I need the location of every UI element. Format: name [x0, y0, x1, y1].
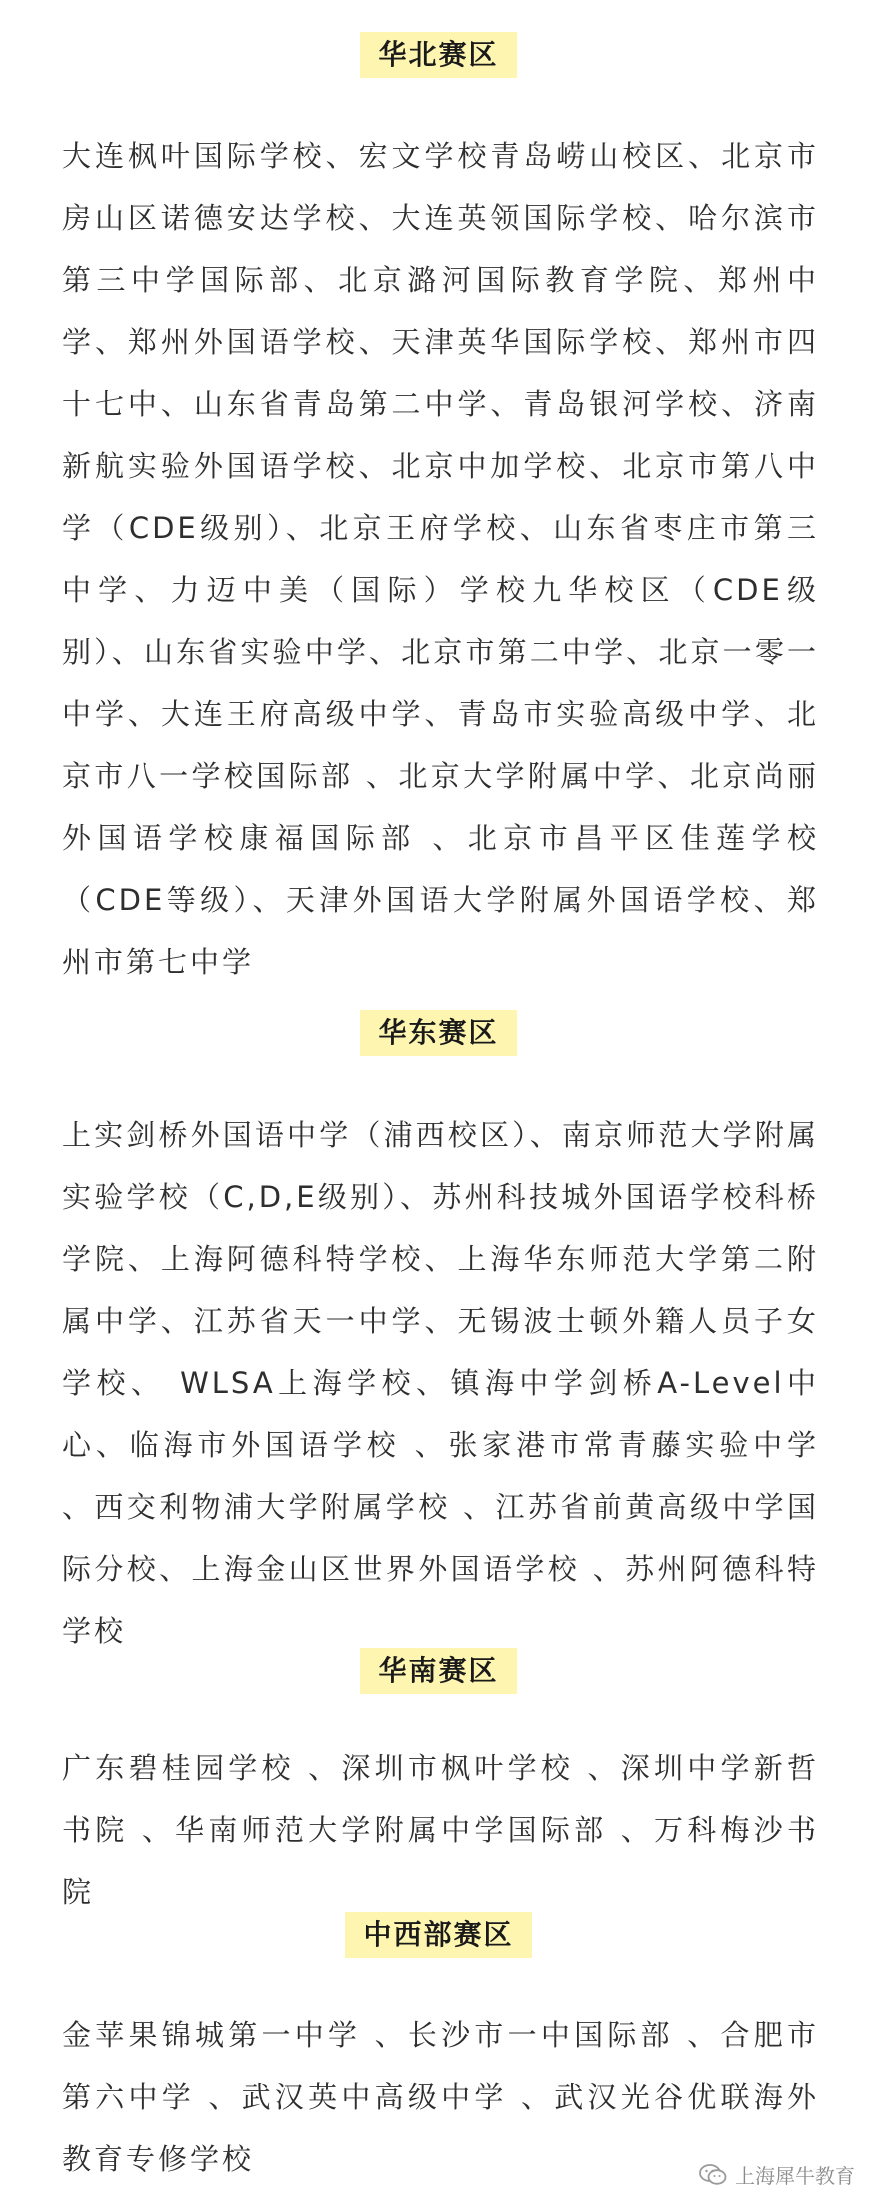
region-east — [0, 1010, 877, 1056]
region-central-west — [0, 1912, 877, 1958]
region-schools-text: 大连枫叶国际学校、宏文学校青岛崂山校区、北京市房山区诺德安达学校、大连英领国际学校、哈尔滨市第三中学国际部、北京潞河国际教育学院、郑州中学、郑州外国语学校、天津英华国际学校、郑州市四十七中、山东省青岛第二中学、青岛银河学校、济南新航实验外国语学校、北京中加学校、北京市第八中学（CDE级别）、北京王府学校、山东省枣庄市第三中学、力迈中美（国际）学校九华校区（CDE级别）、山东省实验中学、北京市第二中学、北京一零一中学、大连王府高级中学、青岛市实验高级中学、北京市八一学校国际部 、北京大学附属中学、北京尚丽外国语学校康福国际部 、北京市昌平区佳莲学校（CDE等级）、天津外国语大学附属外国语学校、郑州市第七中学 — [62, 139, 819, 979]
region-schools-text: 金苹果锦城第一中学 、长沙市一中国际部 、合肥市第六中学 、武汉英中高级中学 、武汉光谷优联海外教育专修学校 — [62, 2018, 819, 2176]
region-north — [0, 32, 877, 78]
region-heading: 华东赛区 — [360, 1010, 516, 1056]
region-schools-text: 上实剑桥外国语中学（浦西校区）、南京师范大学附属实验学校（C,D,E级别）、苏州科技城外国语学校科桥学院、上海阿德科特学校、上海华东师范大学第二附属中学、江苏省天一中学、无锡波士顿外籍人员子女学校、 WLSA上海学校、镇海中学剑桥A-Level中心、临海市外国语学校 、张家港市常青藤实验中学 、西交利物浦大学附属学校 、江苏省前黄高级中学国际分校、上海金山区世界外国语学校 、苏州阿德科特学校 — [62, 1118, 819, 1648]
region-heading: 华北赛区 — [360, 32, 516, 78]
watermark — [699, 2160, 855, 2189]
watermark-text: 上海犀牛教育 — [735, 2164, 855, 2188]
region-south — [0, 1648, 877, 1694]
region-heading: 华南赛区 — [360, 1648, 516, 1694]
region-schools-text: 广东碧桂园学校 、深圳市枫叶学校 、深圳中学新哲书院 、华南师范大学附属中学国际部 、万科梅沙书院 — [62, 1751, 819, 1909]
region-heading: 中西部赛区 — [345, 1912, 531, 1958]
wechat-icon — [699, 2163, 727, 2187]
